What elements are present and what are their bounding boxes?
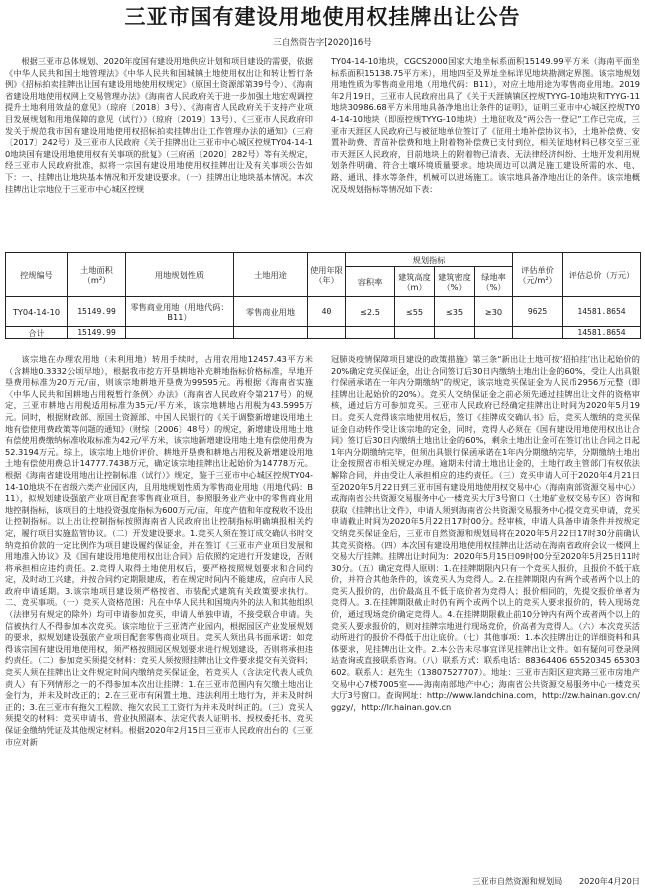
body-paragraph-1: 该宗地在办理农用地（未利用地）转用手续时，占用农用地12457.43平方米（含耕地0.3332公顷早地），根据我市挖方开垦耕地补充耕地指标价格标准，早地开垦费用标准为20万元/亩，则该宗地耕地开垦费为99595元。再根据《海南省实施〈中华人民共和国耕地占用税暂行条例〉办法》（海南省人民政府令第217号）的规定，三亚市耕地占用税适用标准为35元/平方米，该宗地耕地占用税为43.5995万元。同时，根据财政部、原国土资源部、中国人民银行的《关于调整新增建设用地土地有偿使用费政策等问题的通知》（财综〔2006〕48号）的规定，新增建设用地土地有偿使用费缴纳标准收取标准为42元/平方米，该宗地新增建设用地土地有偿使用费为52.3194万元。综上，该宗地上地价评价、耕地开垦费和耕地占用税及新增建设用地土地有偿使用费总计14777.7438万元，确定该宗地挂牌出让起始价为14778万元。根据《海南省建设用地出让控制标准（试行）》规定，鉴于三亚市中心城区控规TY04-14-10地块不在省级六类产业园区内，且用地规划性质为零售商业用地（用地代码：B11），拟规划建设强旅产业项目配套零售商业项目，参照服务业产业中的零售商业用地控制指标，该项目的土地投资强度指标为600万元/亩，年度产值和年度税收不设出让控制指标。以上出让控制指标按照海南省人民政府出让控制指标明确填报相关约定，履行项目实施监管协议。（二）开发建设要求。1.竞买人须在签订成交确认书时交纳竞拍价款的一定比例作为项目建设履约保证金，并在签订《三亚市产业项目发展和用地准入协议》及《国有建设用地使用权出让合同》后依照约定进行开发建设，否则将承担相应违约责任。2.竞得人取得土地使用权后，要严格按照规划要求和合同约定，及时动工兴建，并按合同约定期限建成，若在规定时间内不能建成，应向市人民政府申请延期。3.该宗地项目建设须严格按省、市装配式建筑有关政策要求执行。二、竞买事项。（一）竞买人资格范围：凡在中华人民共和国境内外的法人和其他组织（法律另有规定的除外）均可申请参加竞买，申请人单独申请，不接受联合申请。失信被执行人不得参加本次竞买。该宗地位于三亚湾产业园内，根据园区产业发展规划的要求，拟规划建设强旅产业项目配套零售商业项目。竞买人须出具书面承诺：如竞得该宗国有建设用地使用权，须严格按照园区规划要求进行规划建设，否则将承担违约责任。（二）参加竞买须提交材料：竞买人须按照挂牌出让文件要求提交有关资料；竞买人须在挂牌出让文件规定时间内缴纳竞买保证金，若竞买人（含法定代表人或负责人）有下列情形之一的不得参加本次出让挂牌：1.在三亚市范围内有欠缴土地出让金行为，并未及时改正的；2.在三亚市有闲置土地、违法利用土地行为，并未及时纠正的；3.在三亚市有拖欠工程款、拖欠农民工工资行为并未及时纠正的。（三）竞买人须提交的材料：竞买申请书、营业执照副本、法定代表人证明书、授权委托书、竞买保证金缴纳凭证及其他规定材料。根据2020年2月15日三亚市人民政府出台的《三亚市应对新	[5, 354, 313, 747]
header-code: 控规编号	[6, 253, 68, 297]
table-row	[6, 297, 641, 327]
cell-density: ≤35	[435, 297, 475, 327]
intro-column-right	[331, 56, 640, 246]
cell-code: TY04-14-10	[6, 297, 68, 327]
sum-label: 合计	[6, 327, 68, 339]
cell-use: 零售商业用地	[234, 297, 308, 327]
header-plan-indicators: 规划指标	[346, 253, 513, 267]
table-sum-row	[6, 327, 641, 339]
cell-area: 15149.99	[68, 297, 126, 327]
header-nature: 用地规划性质	[126, 253, 234, 297]
cell-green: ≥30	[475, 297, 513, 327]
header-total: 评估总价（万元）	[563, 253, 641, 297]
cell-price: 9625	[513, 297, 563, 327]
intro-paragraph-2: TY04-14-10地块，CGCS2000国家大地坐标系面积15149.99平方米（海南平面坐标系面积15138.75平方米），用地四至及界址坐标详见地块勘测定界图。该宗地规划用地性质为零售商业用地（用地代码：B11），对应土地用途为零售商业用地。2019年2月19日，三亚市人民政府出具了《关于天涯镇镇区控规TYYG-10地块和TYYG-11地块30986.68平方米用地具备净地出让条件的证明》，证明三亚市中心城区控规TY04-14-10地块（即原控规TYYG-10地块）土地征收及“两公告一登记”工作已完成，三亚市天涯区人民政府已与被征地单位签订了《征用土地补偿协议书》，土地补偿费、安置补助费、青苗补偿费和地上附着物补偿费已支付到位，相关征地材料已移交至三亚市天涯区人民政府，目前地块上的附着物已清表、无法律经济纠纷、土地开发利用规划条件明确、符合土壤环境质量要求。地块周边可以满足施工建设所需的水、电、路、通讯、排水等条件，机械可以进场施工。该宗地具备净地出让的条件。该宗地概况及规划指标等情况如下表：	[331, 56, 640, 194]
body-column-left	[5, 354, 313, 872]
header-area: 土地面积（m²）	[68, 253, 126, 297]
sum-total: 14581.8654	[563, 327, 641, 339]
body-paragraph-2: 冠肺炎疫情保障项目建设的政策措施》第三条“新出让土地可按‘招拍挂’出让起始价的20%确定竞买保证金，出让合同签订后30日内缴纳土地出让金的60%，受让人出具银行保函承诺在一年内分期缴纳”的规定，该宗地竞买保证金为人民币2956万元整（即挂牌出让起始价的20%）。竞买人交纳保证金之前必须先通过挂牌出让文件的资格审核，通过后方可参加竞买。三亚市人民政府已经确定挂牌出让时间为2020年5月19日。竞买人竞得该宗地使用权后，签订《挂牌成交确认书》后，竞买人缴纳的竞买保证金自动转作受让该宗地的定金，同时，竞得人必须在《国有建设用地使用权出让合同》签订后30日内缴纳土地出让金的60%，剩余土地出让金可在签订出让合同之日起1年内分期缴纳完毕，但须出具银行保函承诺在1年内分期缴纳完毕，分期缴纳土地出让金按照省市相关规定办理。逾期未付清土地出让金的，土地行政主管部门有权依法解除合同，并由受让人承担相应的违约责任。（三）竞买申请人可于2020年4月21日至2020年5月22日到三亚市国有建设用地使用权交易中心（海南南部资源交易中心）或海南省公共资源交易服务中心一楼竞买大厅3号窗口（土地矿业权交易专区）咨询和获取《挂牌出让文件》，申请人须到海南省公共资源交易服务中心提交竞买申请，竞买申请截止时间为2020年5月22日17时00分。经审核，申请人具备申请条件并按规定交纳竞买保证金后，三亚市自然资源和规划局将在2020年5月22日17时30分前确认其竞买资格。（四）本次国有建设用地使用权挂牌出让活动在海南省政府会议一楼网上交易大厅挂牌。挂牌出让时间为：2020年5月15日09时00分至2020年5月25日11时30分。（五）确定竞得人原则：1.在挂牌期限内只有一个竞买人报价，且报价不低于底价，并符合其他条件的，该竞买人为竞得人。2.在挂牌期限内有两个或者两个以上的竞买人报价的，出价最高且不低于底价者为竞得人；报价相同的，先提交报价单者为竞得人。3.在挂牌期限截止时仍有两个或两个以上的竞买人要求报价的，转入现场竞价，通过现场竞价确定竞得人。4.在挂牌期限截止前10分钟内有两个或者两个以上的竞买人要求报价的，则对挂牌宗地进行现场竞价，价高者为竞得人。（六）本次竞买活动所进行的报价不得低于出让底价。（七）其他事项：1.本次挂牌出让的详细资料和具体要求，见挂牌出让文件。2.本公告未尽事宜详见挂牌出让文件。如有疑问可登录网站查询或直接联系咨询。（八）联系方式：联系电话：88364406 65520345 65303602。联系人：赵先生（13807527707）。地址：三亚市吉阳区迎宾路三亚市房地产交易中心7楼7005室——海南南部地产中心；海南省公共资源交易服务中心一楼竞买大厅3号窗口。查询网址：http://www.landchina.com，http://zw.hainan.gov.cn/ggzy/，http://lr.hainan.gov.cn	[331, 354, 640, 712]
cell-height: ≤55	[395, 297, 435, 327]
intro-column-left	[5, 56, 313, 246]
intro-paragraph-1: 根据三亚市总体规划、2020年度国有建设用地供应计划和项目建设的需要，依据《中华人民共和国土地管理法》《中华人民共和国城镇土地使用权出让和转让暂行条例》《招标拍卖挂牌出让国有建设用地使用权规定》（原国土资源部第39号令）、《海南省建设用地使用权网上交易管理办法》《海南省人民政府关于进一步加强土地宏观调控提升土地利用效益的意见》（琼府〔2018〕3号）、《海南省人民政府关于支持产业项目发展规划和用地保障的意见（试行）》（琼府〔2019〕13号）、《三亚市人民政府印发关于规范我市国有建设用地使用权招标拍卖挂牌出让工作管理办法的通知》（三府〔2017〕242号）及三亚市人民政府《关于挂牌出让三亚市中心城区控规TY04-14-10地块国有建设用地使用权有关事项的批复》（三府函〔2020〕282号）等有关规定，经三亚市人民政府批准，拟将一宗国有建设用地使用权挂牌出让及有关事项公告如下：一、挂牌出让地块基本情况和开发建设要求。（一）挂牌出让地块基本情况。本次挂牌出让宗地位于三亚市中心城区控规	[5, 56, 313, 194]
header-green: 绿地率（%）	[475, 267, 513, 297]
cell-total: 14581.8654	[563, 297, 641, 327]
notice-title: 三亚市国有建设用地使用权挂牌出让公告	[124, 5, 521, 29]
cell-years: 40	[308, 297, 346, 327]
cell-nature: 零售商业用地（用地代码：B11）	[126, 297, 234, 327]
footer-date: 2020年4月20日	[578, 876, 640, 886]
document-number: 三自然资告字[2020]16号	[273, 38, 372, 48]
header-height: 建筑高度（m）	[395, 267, 435, 297]
land-parcel-table	[5, 252, 641, 339]
header-price: 评估单价（元/m²）	[513, 253, 563, 297]
footer-organization: 三亚市自然资源和规划局	[472, 876, 563, 886]
header-density: 建筑密度（%）	[435, 267, 475, 297]
sum-area: 15149.99	[68, 327, 126, 339]
header-far: 容积率	[346, 267, 395, 297]
footer-signature	[331, 876, 640, 887]
body-column-right	[331, 354, 640, 872]
cell-far: ≤2.5	[346, 297, 395, 327]
header-years: 使用年限（年）	[308, 253, 346, 297]
header-use: 土地用途	[234, 253, 308, 297]
